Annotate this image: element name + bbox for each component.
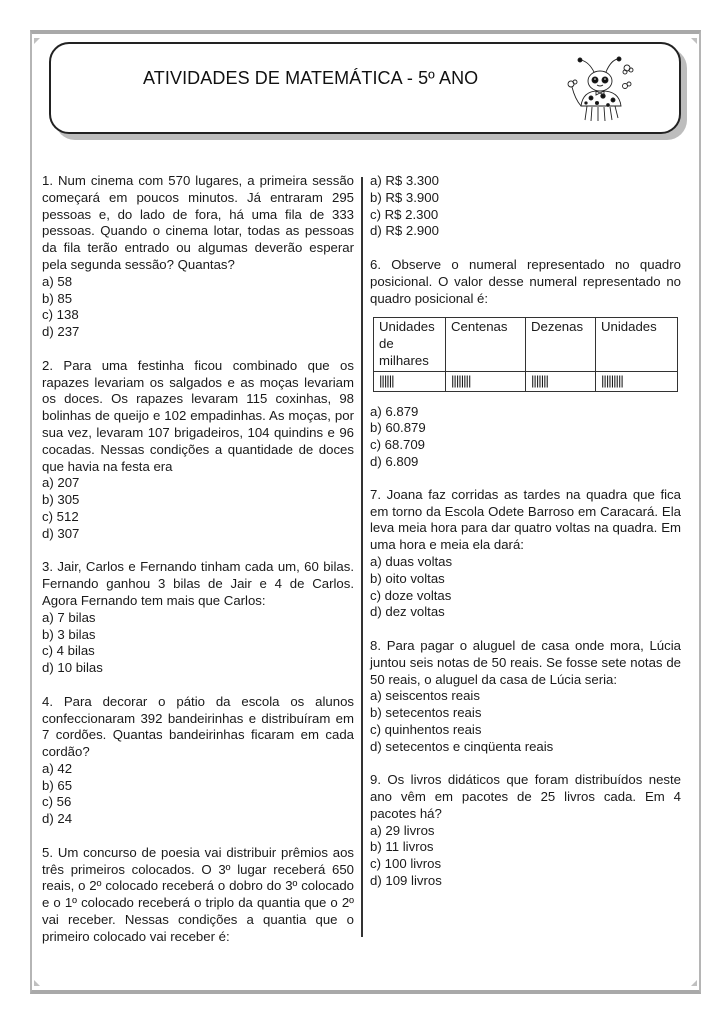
page-title: ATIVIDADES DE MATEMÁTICA - 5º ANO (143, 68, 479, 88)
answer-option-a: a) duas voltas (370, 553, 453, 569)
answer-option-c: c) 4 bilas (42, 643, 95, 659)
answer-option-b: b) 65 (42, 777, 73, 793)
answer-option-a: a) seiscentos reais (370, 688, 480, 704)
question-7 (370, 487, 681, 621)
answer-option-b: b) setecentos reais (370, 705, 482, 721)
answer-option-d: d) 10 bilas (42, 660, 103, 676)
column-header-tens: Dezenas (526, 318, 596, 371)
answer-option-c: c) 56 (42, 794, 72, 810)
tally-tens: ||||||| (526, 371, 596, 391)
answer-option-b: b) 85 (42, 290, 73, 306)
answer-option-d: d) setecentos e cinqüenta reais (370, 738, 554, 754)
answer-option-b: b) 60.879 (370, 420, 426, 436)
tally-thousands: |||||| (374, 371, 446, 391)
answer-option-c: c) 68.709 (370, 437, 425, 453)
corner-mark (691, 38, 697, 44)
place-value-table (373, 317, 678, 391)
left-column (42, 173, 354, 962)
answer-option-c: c) quinhentos reais (370, 721, 482, 737)
question-text: 3. Jair, Carlos e Fernando tinham cada um, 60 bilas. Fernando ganhou 3 bilas de Jair e 4 de Carlos. Agora Fernando tem mais que Carlos: (42, 559, 354, 608)
answer-option-b: b) 11 livros (370, 839, 434, 855)
tally-units: ||||||||| (596, 371, 678, 391)
question-text: 6. Observe o numeral representado no quadro posicional. O valor desse numeral representado no quadro posicional é: (370, 256, 681, 306)
answer-option-a: a) 207 (42, 475, 80, 491)
question-5-options (370, 173, 681, 240)
question-text: 7. Joana faz corridas as tardes na quadra que fica em torno da Escola Odete Barroso em Caracará. Ela leva meia hora para dar quatro voltas na quadra. Em uma hora e meia ela dará: (370, 486, 681, 553)
answer-option-b: b) R$ 3.900 (370, 189, 439, 205)
answer-option-a: a) 7 bilas (42, 609, 96, 625)
answer-option-d: d) dez voltas (370, 604, 445, 620)
question-3 (42, 559, 354, 677)
answer-option-b: b) 3 bilas (42, 626, 96, 642)
question-text: 9. Os livros didáticos que foram distribuídos neste ano vêm em pacotes de 25 livros cada. Em 4 pacotes há? (370, 772, 681, 821)
header-banner (49, 42, 681, 134)
question-2 (42, 358, 354, 543)
answer-option-a: a) R$ 3.300 (370, 173, 439, 188)
column-divider (361, 177, 363, 937)
column-header-hundreds: Centenas (446, 318, 526, 371)
column-header-units: Unidades (596, 318, 678, 371)
tally-hundreds: |||||||| (446, 371, 526, 391)
answer-option-d: d) 109 livros (370, 873, 442, 889)
question-5 (42, 845, 354, 946)
right-column (370, 173, 681, 907)
answer-option-a: a) 58 (42, 273, 73, 289)
answer-option-a: a) 29 livros (370, 822, 435, 838)
question-1 (42, 173, 354, 341)
question-text: 1. Num cinema com 570 lugares, a primeira sessão começará em poucos minutos. Já entraram 295 pessoas e, do lado de fora, há uma fila de 333 pessoas. Quando o cinema lotar, todas as pessoas da fila terão entrado ou algumas deverão esperar pela segunda sessão? Quantas? (42, 173, 354, 272)
answer-option-b: b) 305 (42, 492, 80, 508)
corner-mark (691, 980, 697, 986)
corner-mark (34, 980, 40, 986)
answer-option-d: d) R$ 2.900 (370, 223, 439, 239)
answer-option-a: a) 6.879 (370, 403, 419, 419)
answer-option-d: d) 6.809 (370, 453, 419, 469)
answer-option-b: b) oito voltas (370, 570, 445, 586)
answer-option-c: c) R$ 2.300 (370, 206, 439, 222)
answer-option-c: c) 512 (42, 508, 79, 524)
question-text: 8. Para pagar o aluguel de casa onde mora, Lúcia juntou seis notas de 50 reais. Se fosse sete notas de 50 reais, o aluguel da casa de Lúcia seria: (370, 637, 681, 687)
answer-option-d: d) 237 (42, 324, 80, 340)
question-text: 4. Para decorar o pátio da escola os alunos confeccionaram 392 bandeirinhas e distribuíram em 7 cordões. Quantas bandeirinhas ficaram em cada cordão? (42, 693, 354, 760)
question-text: 2. Para uma festinha ficou combinado que os rapazes levariam os salgados e as moças levariam os doces. Os rapazes levaram 115 coxinhas, 98 bolinhas de queijo e 102 empadinhas. As moças, por sua vez, levaram 107 brigadeiros, 104 quindins e 96 cocadas. Nessas condições a quantidade de doces que havia na festa era (42, 357, 354, 474)
answer-option-c: c) 138 (42, 307, 79, 323)
answer-option-c: c) doze voltas (370, 587, 452, 603)
question-4 (42, 694, 354, 828)
corner-mark (34, 38, 40, 44)
column-header-thousands: Unidades de milhares (374, 318, 446, 371)
answer-option-d: d) 24 (42, 811, 73, 827)
question-text: 5. Um concurso de poesia vai distribuir prêmios aos três primeiros colocados. O 3º lugar receberá 650 reais, o 2º colocado receberá o dobro do 3º colocado e o 1º colocado receberá o triplo da quantia que o 2º vai receber. Nessas condições a quantia que o primeiro colocado vai receber é: (42, 844, 354, 944)
ladybug-illustration-icon (561, 54, 641, 126)
answer-option-c: c) 100 livros (370, 856, 442, 872)
question-9 (370, 772, 681, 890)
question-6 (370, 257, 681, 471)
answer-option-a: a) 42 (42, 760, 73, 776)
answer-option-d: d) 307 (42, 525, 80, 541)
question-8 (370, 638, 681, 756)
